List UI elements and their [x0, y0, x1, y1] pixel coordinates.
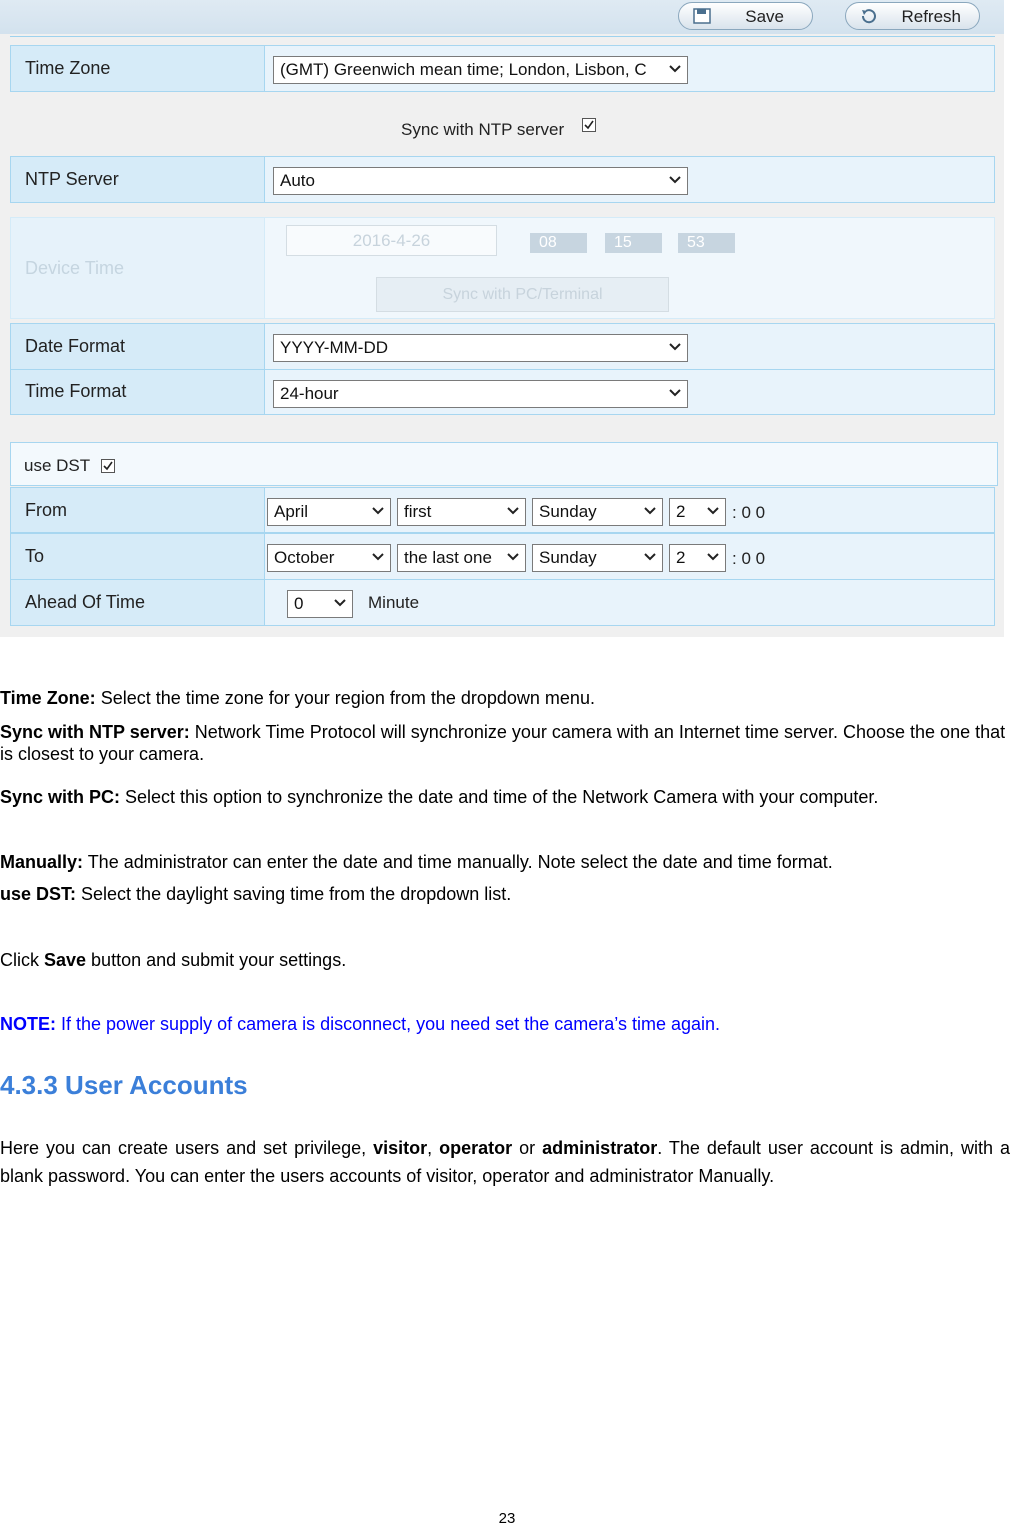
use-dst-row: [10, 442, 998, 486]
ahead-of-time-row: [10, 579, 995, 626]
manually-paragraph: Manually: The administrator can enter the date and time manually. Note select the date and time format.: [0, 852, 833, 872]
from-minutes-suffix: : 0 0: [732, 503, 766, 522]
from-day-select[interactable]: Sunday: [532, 498, 663, 526]
user-accounts-paragraph: Here you can create users and set privilege, visitor, operator or administrator. The default user account is admin, with a blank password. You can enter the users accounts of visitor, operator and administrator Manually.: [0, 1138, 1010, 1186]
chevron-down-icon: [707, 507, 719, 515]
ntp-server-row: [10, 156, 995, 203]
hour-select: 08: [530, 233, 587, 253]
date-format-row: [10, 323, 995, 370]
sync-pc-paragraph: Sync with PC: Select this option to synchronize the date and time of the Network Camera with your computer.: [0, 787, 879, 807]
date-format-select[interactable]: YYYY-MM-DD: [273, 334, 688, 362]
dst-paragraph: use DST: Select the daylight saving time from the dropdown list.: [0, 884, 512, 904]
chevron-down-icon: [372, 507, 384, 515]
time-format-select[interactable]: 24-hour: [273, 380, 688, 408]
time-format-row: [10, 369, 995, 415]
from-week-select[interactable]: first: [397, 498, 526, 526]
time-zone-select[interactable]: (GMT) Greenwich mean time; London, Lisbon, C: [273, 56, 688, 84]
date-format-label: Date Format: [25, 336, 126, 356]
minute-select: 15: [605, 233, 662, 253]
checkmark-icon: [584, 120, 594, 130]
ntp-server-select[interactable]: Auto: [273, 167, 688, 195]
page-number: 23: [498, 1510, 516, 1527]
chevron-down-icon: [644, 507, 656, 515]
chevron-down-icon: [707, 553, 719, 561]
to-week-select[interactable]: the last one: [397, 544, 526, 572]
note-paragraph: NOTE: If the power supply of camera is disconnect, you need set the camera’s time again.: [0, 1014, 721, 1034]
sync-pc-button: Sync with PC/Terminal: [376, 277, 669, 312]
chevron-down-icon: [334, 599, 346, 607]
to-label: To: [25, 546, 45, 566]
divider: [10, 36, 995, 37]
to-minutes-suffix: : 0 0: [732, 549, 766, 568]
to-day-select[interactable]: Sunday: [532, 544, 663, 572]
use-dst-checkbox[interactable]: [101, 459, 115, 473]
dst-from-row: [10, 487, 995, 533]
time-format-label: Time Format: [25, 381, 127, 401]
minute-unit-label: Minute: [368, 593, 420, 612]
time-zone-label: Time Zone: [25, 58, 111, 78]
chevron-down-icon: [669, 389, 681, 397]
time-zone-row: [10, 45, 995, 92]
section-heading: 4.3.3 User Accounts: [0, 1070, 248, 1100]
chevron-down-icon: [669, 65, 681, 73]
ntp-paragraph: Sync with NTP server: Network Time Protocol will synchronize your camera with an Internet time server. Choose the one that is closest to your camera.: [0, 722, 1006, 764]
save-button[interactable]: Save: [678, 2, 813, 30]
second-select: 53: [678, 233, 735, 253]
refresh-button[interactable]: Refresh: [845, 2, 980, 30]
chevron-down-icon: [669, 343, 681, 351]
chevron-down-icon: [644, 553, 656, 561]
chevron-down-icon: [507, 553, 519, 561]
time-zone-paragraph: Time Zone: Select the time zone for your region from the dropdown menu.: [0, 688, 595, 708]
chevron-down-icon: [507, 507, 519, 515]
ntp-server-label: NTP Server: [25, 169, 119, 189]
settings-screenshot: [0, 0, 1004, 637]
use-dst-label: use DST: [24, 456, 91, 475]
chevron-down-icon: [669, 176, 681, 184]
from-hour-select[interactable]: 2: [669, 498, 726, 526]
device-time-label: Device Time: [25, 258, 125, 278]
ahead-of-time-select[interactable]: 0: [287, 590, 353, 618]
dst-to-row: [10, 533, 995, 580]
ntp-sync-checkbox[interactable]: [582, 118, 596, 132]
save-icon: [693, 8, 711, 24]
device-date-input: 2016-4-26: [286, 225, 497, 256]
ntp-sync-label: Sync with NTP server: [401, 120, 565, 139]
checkmark-icon: [103, 461, 113, 471]
ahead-of-time-label: Ahead Of Time: [25, 592, 146, 612]
device-time-row: [10, 217, 995, 319]
refresh-icon: [860, 8, 878, 24]
chevron-down-icon: [372, 553, 384, 561]
save-instruction: Click Save button and submit your settings.: [0, 950, 347, 970]
from-label: From: [25, 500, 67, 520]
from-month-select[interactable]: April: [267, 498, 391, 526]
to-hour-select[interactable]: 2: [669, 544, 726, 572]
toolbar: [0, 0, 1004, 34]
to-month-select[interactable]: October: [267, 544, 391, 572]
